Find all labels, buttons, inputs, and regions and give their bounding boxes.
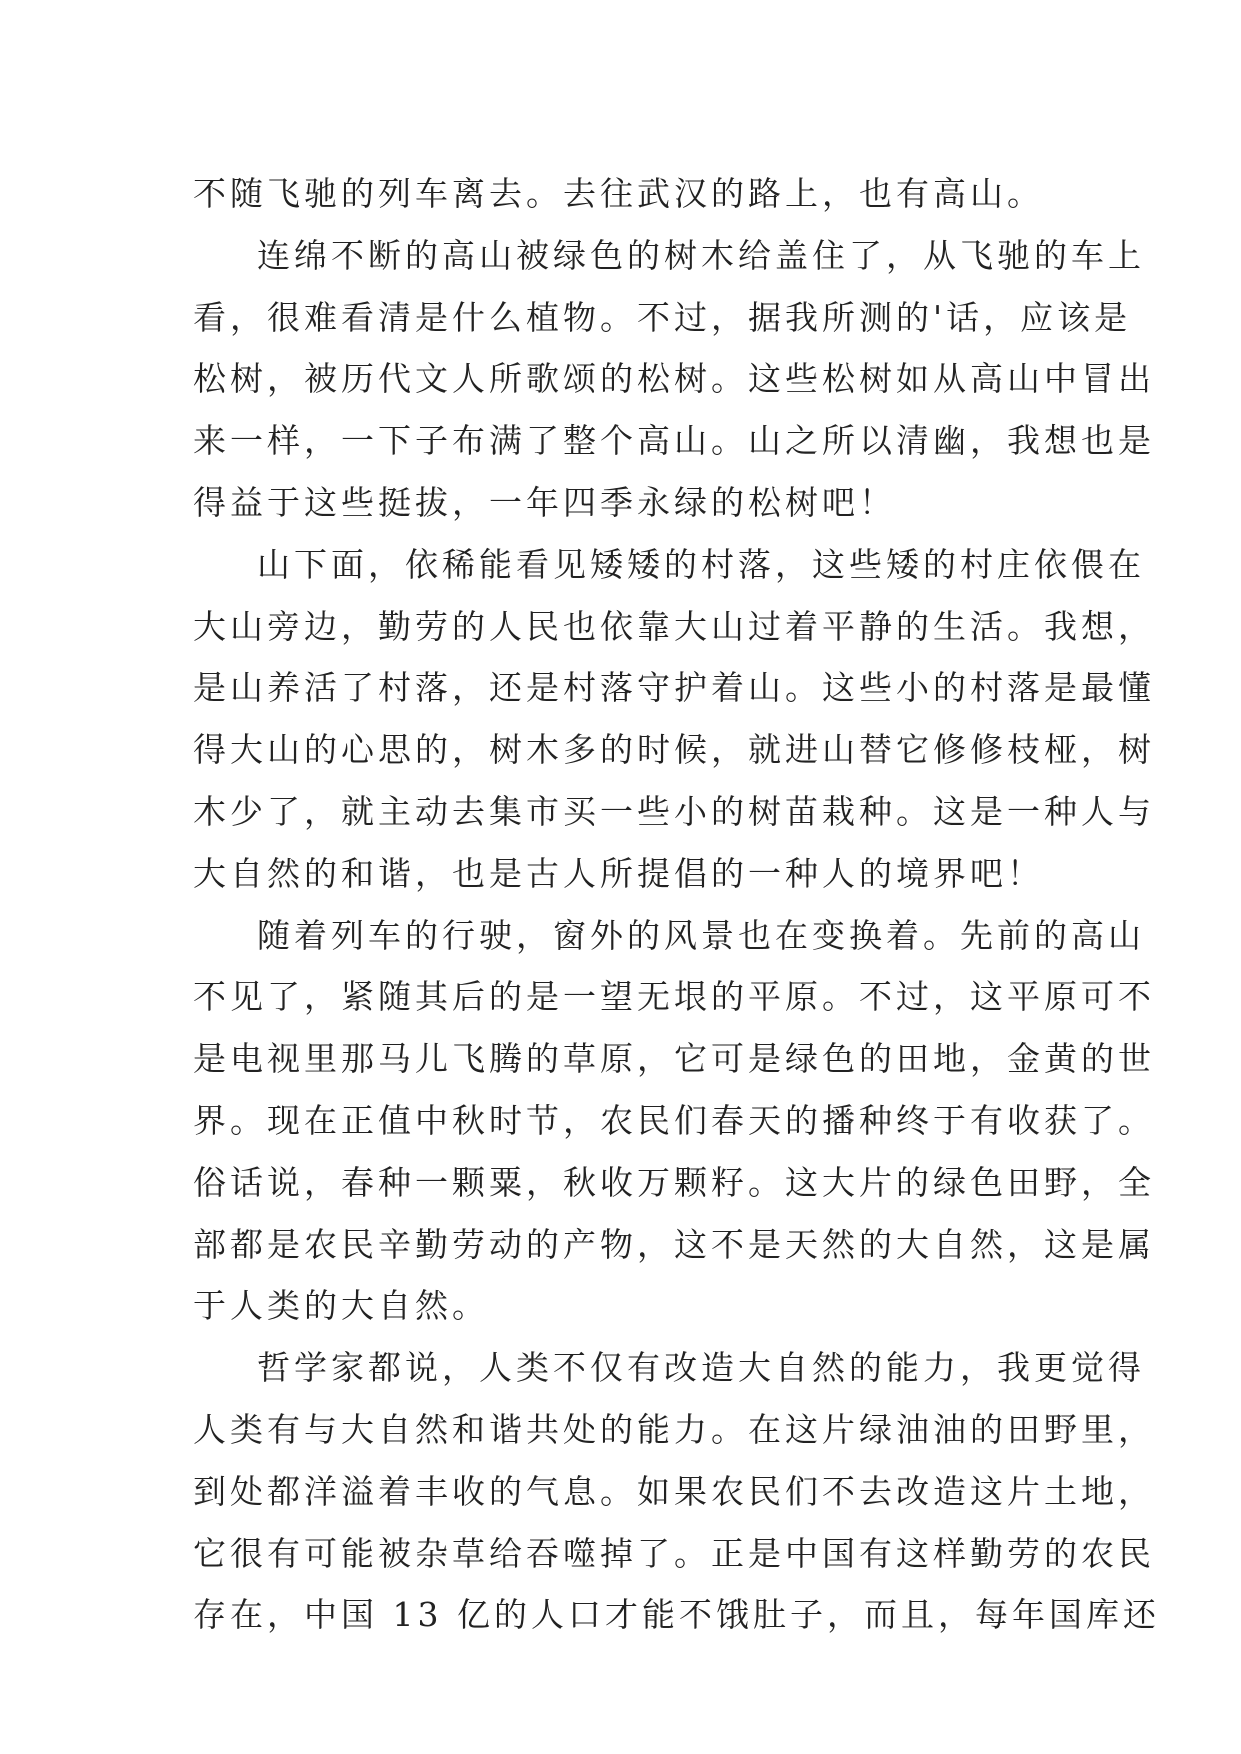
text-line: 山下面，依稀能看见矮矮的村落，这些矮的村庄依偎在 (257, 544, 1145, 584)
text-line: 哲学家都说，人类不仅有改造大自然的能力，我更觉得 (257, 1348, 1145, 1388)
text-line: 存在，中国 13 亿的人口才能不饿肚子，而且，每年国库还 (193, 1595, 1160, 1635)
text-line: 不随飞驰的列车离去。去往武汉的路上，也有高山。 (193, 174, 1044, 213)
text-line: 人类有与大自然和谐共处的能力。在这片绿油油的田野里， (193, 1409, 1155, 1449)
text-line: 看，很难看清是什么植物。不过，据我所测的'话，应该是 (193, 297, 1132, 337)
text-line: 是电视里那马儿飞腾的草原，它可是绿色的田地，金黄的世 (193, 1039, 1155, 1079)
text-line: 松树，被历代文人所歌颂的松树。这些松树如从高山中冒出 (193, 359, 1155, 399)
text-line: 到处都洋溢着丰收的气息。如果农民们不去改造这片土地， (193, 1471, 1155, 1511)
body-text (193, 163, 1160, 1646)
text-line: 是山养活了村落，还是村落守护着山。这些小的村落是最懂 (193, 668, 1155, 708)
text-line: 大自然的和谐，也是古人所提倡的一种人的境界吧！ (193, 853, 1044, 893)
text-line: 得益于这些挺拔，一年四季永绿的松树吧！ (193, 482, 896, 522)
text-line: 部都是农民辛勤劳动的产物，这不是天然的大自然，这是属 (193, 1224, 1155, 1264)
text-line: 不见了，紧随其后的是一望无垠的平原。不过，这平原可不 (193, 977, 1155, 1017)
text-line: 俗话说，春种一颗粟，秋收万颗籽。这大片的绿色田野，全 (193, 1162, 1155, 1202)
text-line: 它很有可能被杂草给吞噬掉了。正是中国有这样勤劳的农民 (193, 1533, 1155, 1573)
text-line: 木少了，就主动去集市买一些小的树苗栽种。这是一种人与 (193, 791, 1155, 831)
text-line: 界。现在正值中秋时节，农民们春天的播种终于有收获了。 (193, 1100, 1155, 1140)
text-line: 大山旁边，勤劳的人民也依靠大山过着平静的生活。我想， (193, 606, 1155, 646)
text-line: 来一样，一下子布满了整个高山。山之所以清幽，我想也是 (193, 421, 1155, 461)
text-line: 于人类的大自然。 (193, 1286, 489, 1326)
text-line: 连绵不断的高山被绿色的树木给盖住了，从飞驰的车上 (257, 235, 1145, 275)
text-line: 得大山的心思的，树木多的时候，就进山替它修修枝桠，树 (193, 730, 1155, 770)
text-line: 随着列车的行驶，窗外的风景也在变换着。先前的高山 (257, 915, 1145, 955)
